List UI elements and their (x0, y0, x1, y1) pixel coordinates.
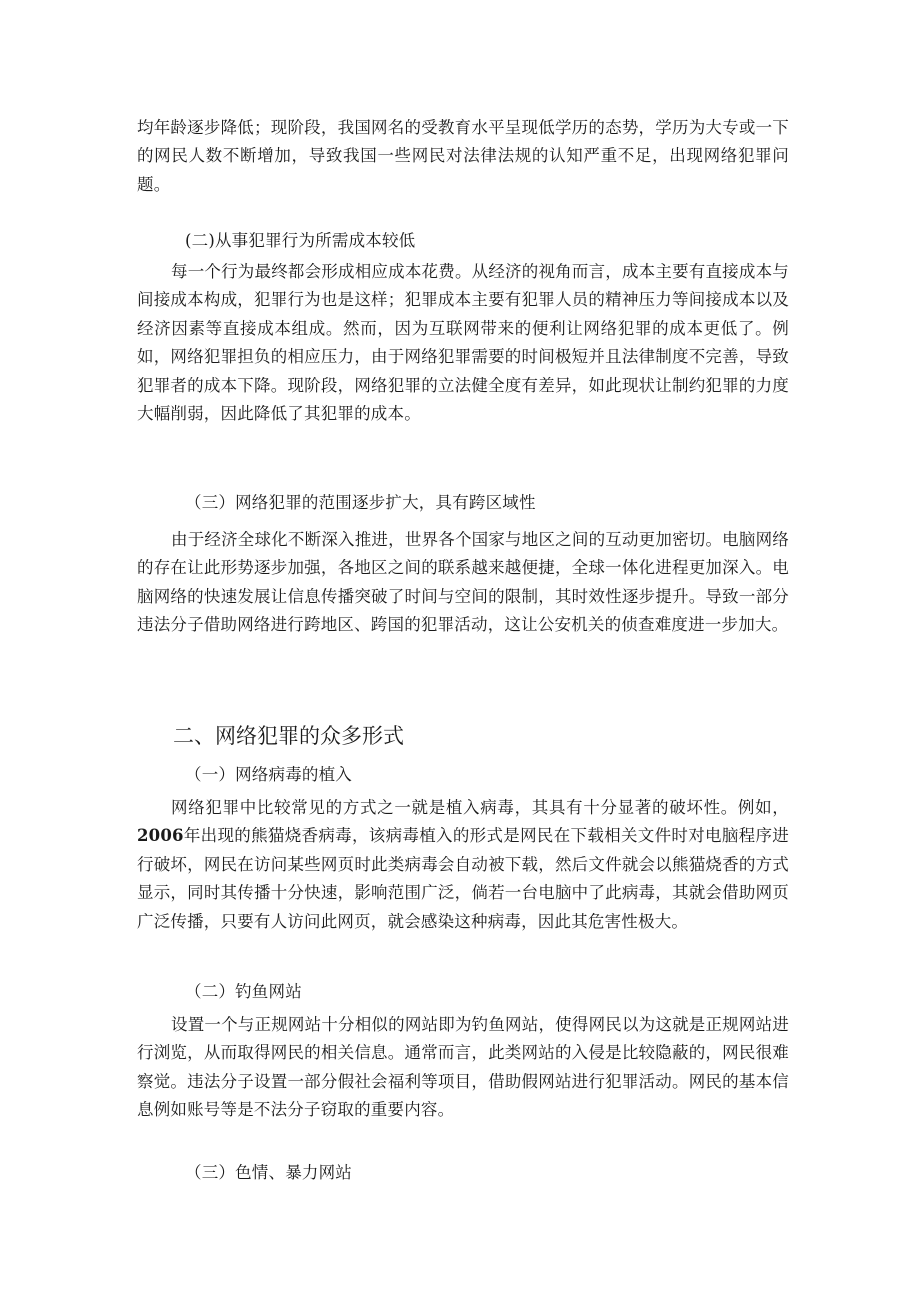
subheading-virus: （一）网络病毒的植入 (185, 765, 352, 784)
virus-year: 2006 (137, 826, 184, 846)
section-heading-forms: 二、网络犯罪的众多形式 (173, 724, 404, 748)
subheading-phishing: （二）钓鱼网站 (185, 982, 302, 1001)
paragraph-continuation: 均年龄逐步降低；现阶段，我国网名的受教育水平呈现低学历的态势，学历为大专或一下的网民人数不断增加，导致我国一些网民对法律法规的认知严重不足，出现网络犯罪问题。 (137, 118, 789, 194)
paragraph-cost: 每一个行为最终都会形成相应成本花费。从经济的视角而言，成本主要有直接成本与间接成本构成，犯罪行为也是这样；犯罪成本主要有犯罪人员的精神压力等间接成本以及经济因素等直接成本组成。然而，因为互联网带来的便利让网络犯罪的成本更低了。例如，网络犯罪担负的相应压力，由于网络犯罪需要的时间极短并且法律制度不完善，导致犯罪者的成本下降。现阶段，网络犯罪的立法健全度有差异，如此现状让制约犯罪的力度大幅削弱，因此降低了其犯罪的成本。 (137, 262, 789, 424)
subheading-cross-region: （三）网络犯罪的范围逐步扩大，具有跨区域性 (185, 493, 536, 512)
paragraph-virus (137, 794, 789, 936)
virus-text-rest: 年出现的熊猫烧香病毒，该病毒植入的形式是网民在下载相关文件时对电脑程序进行破坏，网民在访问某些网页时此类病毒会自动被下载，然后文件就会以熊猫烧香的方式显示，同时其传播十分快速，影响范围广泛，倘若一台电脑中了此病毒，其就会借助网页广泛传播，只要有人访问此网页，就会感染这种病毒，因此其危害性极大。 (137, 826, 789, 931)
virus-text-lead: 网络犯罪中比较常见的方式之一就是植入病毒，其具有十分显著的破坏性。例如， (171, 798, 789, 817)
subheading-low-cost: (二)从事犯罪行为所需成本较低 (185, 231, 416, 250)
paragraph-cross-region: 由于经济全球化不断深入推进，世界各个国家与地区之间的互动更加密切。电脑网络的存在让此形势逐步加强，各地区之间的联系越来越便捷，全球一体化进程更加深入。电脑网络的快速发展让信息传播突破了时间与空间的限制，其时效性逐步提升。导致一部分违法分子借助网络进行跨地区、跨国的犯罪活动，这让公安机关的侦查难度进一步加大。 (137, 530, 789, 635)
subheading-porn-violence: （三）色情、暴力网站 (185, 1163, 352, 1182)
paragraph-phishing: 设置一个与正规网站十分相似的网站即为钓鱼网站，使得网民以为这就是正规网站进行浏览，从而取得网民的相关信息。通常而言，此类网站的入侵是比较隐蔽的，网民很难察觉。违法分子设置一部分假社会福利等项目，借助假网站进行犯罪活动。网民的基本信息例如账号等是不法分子窃取的重要内容。 (137, 1015, 789, 1120)
